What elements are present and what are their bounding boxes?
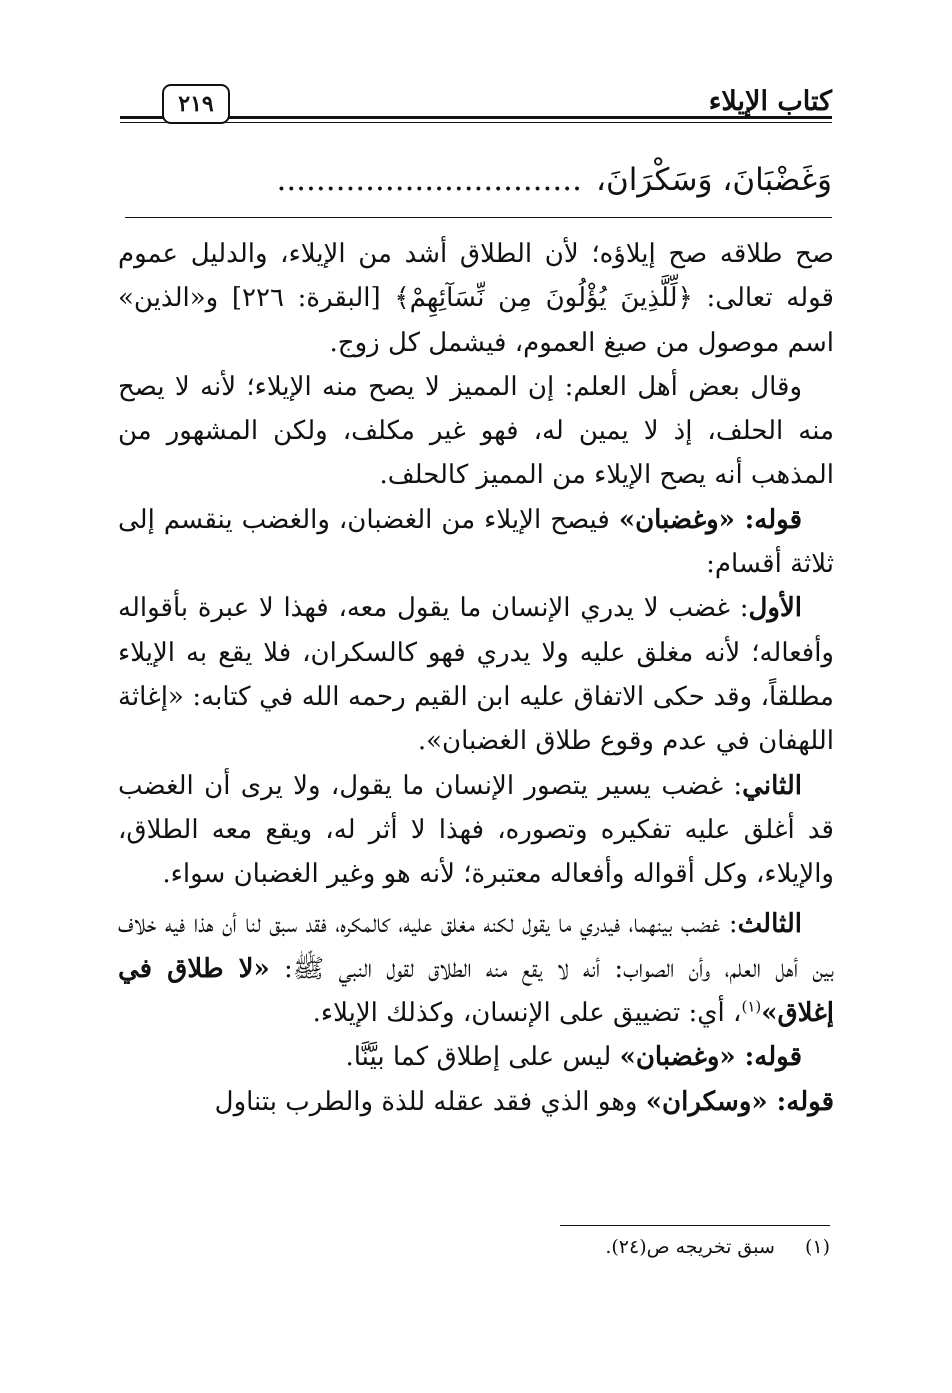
paragraph-text: صح طلاقه صح إيلاؤه؛ لأن الطلاق أشد من الإيلاء، والدليل عموم قوله تعالى: ﴿لِّلَّذِينَ يُؤْلُونَ مِن نِّسَآئِهِمْ﴾ [البقرة: ٢٢٦] و«الذين» اسم موصول من صيغ العموم، فيشمل كل زوج. [118, 239, 834, 358]
paragraph [118, 902, 834, 1035]
paragraph [118, 1080, 834, 1124]
paragraph-text: فيصح الإيلاء من الغضبان، والغضب ينقسم إلى ثلاثة أقسام: [118, 504, 834, 580]
bold-phrase: الثاني [742, 770, 802, 801]
bold-phrase: قوله: «وسكران» [645, 1086, 834, 1117]
paragraph-text: وهو الذي فقد عقله للذة والطرب بتناول [214, 1086, 646, 1117]
bold-phrase: قوله: «وغضبان» [619, 1042, 802, 1073]
matn-rule [125, 217, 832, 218]
matn-text: وَغَضْبَانَ، وَسَكْرَانَ، [595, 162, 832, 198]
footnote-reference[interactable]: (١) [741, 997, 762, 1016]
hadith-text: «لا طلاق في إغلاق» [118, 953, 834, 1029]
paragraph [118, 498, 834, 587]
bold-phrase: الأول [748, 593, 802, 624]
footnote-text: سبق تخريجه ص(٢٤). [605, 1236, 775, 1258]
matn-line [125, 150, 832, 210]
paragraph [118, 586, 834, 763]
paragraph [118, 1035, 834, 1079]
page-header [120, 82, 832, 132]
bold-phrase: الثالث [737, 909, 802, 940]
paragraph-text: ليس على إطلاق كما بيَّنَّا. [345, 1042, 620, 1073]
body-text [118, 232, 834, 1124]
footnote-number: (١) [804, 1236, 830, 1258]
paragraph-text: : غضب بينهما، فيدري ما يقول لكنه مغلق عليه، كالمكره، فقد سبق لنا أن هذا فيه خلاف بين أهل العلم، وأن الصواب: أنه لا يقع منه الطلاق لقول النبي ﷺ: [118, 909, 834, 984]
matn-dots: ............................... [276, 162, 582, 198]
paragraph-text: ، أي: تضييق على الإنسان، وكذلك الإيلاء. [312, 998, 742, 1029]
header-rule-thin [120, 122, 832, 123]
paragraph-text: : غضب لا يدري الإنسان ما يقول معه، فهذا لا عبرة بأقواله وأفعاله؛ لأنه مغلق عليه ولا يدري فهو كالسكران، فلا يقع به الإيلاء مطلقاً، وقد حكى الاتفاق عليه ابن القيم رحمه الله في كتابه: «إغاثة اللهفان في عدم وقوع طلاق الغضبان». [118, 593, 834, 757]
footnote [400, 1236, 830, 1258]
paragraph [118, 232, 834, 365]
paragraph [118, 764, 834, 897]
paragraph-text: : غضب يسير يتصور الإنسان ما يقول، ولا يرى أن الغضب قد أغلق عليه تفكيره وتصوره، فهذا لا أثر له، ويقع معه الطلاق، والإيلاء، وكل أقواله وأفعاله معتبرة؛ لأنه هو وغير الغضبان سواء. [118, 770, 834, 890]
page-number: ٢١٩ [162, 84, 230, 124]
book-title: كتاب الإيلاء [708, 86, 832, 117]
footnote-rule [560, 1225, 830, 1226]
paragraph [118, 365, 834, 498]
paragraph-text: وقال بعض أهل العلم: إن المميز لا يصح منه الإيلاء؛ لأنه لا يصح منه الحلف، إذ لا يمين له، فهو غير مكلف، ولكن المشهور من المذهب أنه يصح الإيلاء من المميز كالحلف. [118, 371, 834, 491]
bold-phrase: قوله: «وغضبان» [618, 504, 802, 535]
